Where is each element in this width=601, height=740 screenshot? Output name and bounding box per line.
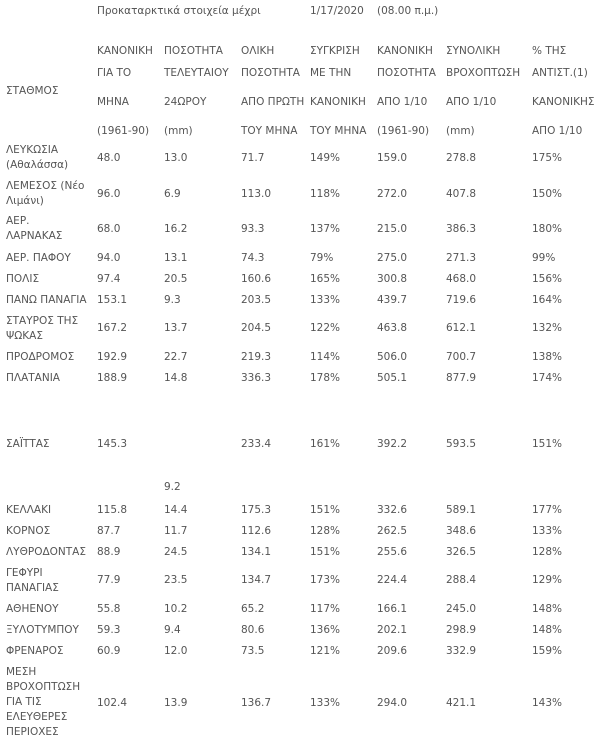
table-cell: 14.8 <box>164 372 188 384</box>
table-cell: 421.1 <box>446 697 477 709</box>
table-cell: 55.8 <box>97 603 121 615</box>
table-cell: 439.7 <box>377 294 408 306</box>
station-header: ΣΤΑΘΜΟΣ <box>6 85 59 97</box>
table-cell: 9.4 <box>164 624 181 636</box>
column-header-line: ΠΟΣΟΤΗΤΑ <box>241 67 300 79</box>
table-cell: 159.0 <box>377 152 408 164</box>
table-cell: 204.5 <box>241 322 272 334</box>
station-name: ΕΛΕΥΘΕΡΕΣ <box>6 711 68 723</box>
table-cell: 128% <box>310 525 341 537</box>
table-cell: 102.4 <box>97 697 128 709</box>
station-name: ΣΑΪΤΤΑΣ <box>6 438 50 450</box>
table-cell: 114% <box>310 351 341 363</box>
table-cell: 294.0 <box>377 697 408 709</box>
table-cell: 255.6 <box>377 546 408 558</box>
table-cell: 275.0 <box>377 252 408 264</box>
table-cell: 161% <box>310 438 341 450</box>
table-cell: 173% <box>310 574 341 586</box>
table-cell: 59.3 <box>97 624 121 636</box>
table-cell: 262.5 <box>377 525 408 537</box>
column-header-line: ΣΥΝΟΛΙΚΗ <box>446 45 501 57</box>
table-cell: 468.0 <box>446 273 477 285</box>
station-name: ΛΥΘΡΟΔΟΝΤΑΣ <box>6 546 86 558</box>
table-cell: 121% <box>310 645 341 657</box>
column-header-line: ΠΟΣΟΤΗΤΑ <box>164 45 223 57</box>
table-cell: 71.7 <box>241 152 265 164</box>
table-cell: 118% <box>310 188 341 200</box>
station-name: ΜΕΣΗ <box>6 666 37 678</box>
title-time: (08.00 π.μ.) <box>377 5 439 17</box>
table-cell: 332.9 <box>446 645 477 657</box>
station-name: ΨΩΚΑΣ <box>6 330 43 342</box>
table-cell: 9.3 <box>164 294 181 306</box>
table-cell: 99% <box>532 252 556 264</box>
table-cell: 14.4 <box>164 504 188 516</box>
table-cell: 271.3 <box>446 252 477 264</box>
table-cell: 10.2 <box>164 603 188 615</box>
table-cell: 60.9 <box>97 645 121 657</box>
station-name: ΠΡΟΔΡΟΜΟΣ <box>6 351 75 363</box>
table-cell: 215.0 <box>377 223 408 235</box>
station-name: ΠΛΑΤΑΝΙΑ <box>6 372 60 384</box>
column-header-line: ΚΑΝΟΝΙΚΗΣ <box>532 96 595 108</box>
table-cell: 175.3 <box>241 504 272 516</box>
table-cell: 386.3 <box>446 223 477 235</box>
table-cell: 65.2 <box>241 603 265 615</box>
column-header-line: ΜΗΝΑ <box>97 96 129 108</box>
column-header-line: 24ΩΡΟΥ <box>164 96 207 108</box>
table-cell: 224.4 <box>377 574 408 586</box>
table-cell: 128% <box>532 546 563 558</box>
table-cell: 13.1 <box>164 252 188 264</box>
column-header-line: ΤΟΥ ΜΗΝΑ <box>241 125 298 137</box>
table-cell: 12.0 <box>164 645 188 657</box>
station-name: ΦΡΕΝΑΡΟΣ <box>6 645 64 657</box>
table-cell: 48.0 <box>97 152 121 164</box>
table-cell: 612.1 <box>446 322 477 334</box>
table-cell: 23.5 <box>164 574 188 586</box>
table-cell: 177% <box>532 504 563 516</box>
table-cell: 326.5 <box>446 546 477 558</box>
table-cell: 13.0 <box>164 152 188 164</box>
table-cell: 175% <box>532 152 563 164</box>
station-name: (Αθαλάσσα) <box>6 159 69 171</box>
table-cell: 133% <box>310 294 341 306</box>
table-cell: 77.9 <box>97 574 121 586</box>
table-cell: 151% <box>532 438 563 450</box>
column-header-line: ΑΝΤΙΣΤ.(1) <box>532 67 588 79</box>
column-header-line: ΟΛΙΚΗ <box>241 45 275 57</box>
station-name: ΠΕΡΙΟΧΕΣ <box>6 726 59 738</box>
station-name: ΞΥΛΟΤΥΜΠΟΥ <box>6 624 79 636</box>
table-cell: 79% <box>310 252 334 264</box>
table-cell: 145.3 <box>97 438 128 450</box>
table-cell: 93.3 <box>241 223 265 235</box>
column-header-line: ΓΙΑ ΤΟ <box>97 67 132 79</box>
column-header-line: ΣΥΓΚΡΙΣΗ <box>310 45 360 57</box>
table-cell: 6.9 <box>164 188 181 200</box>
table-cell: 115.8 <box>97 504 128 516</box>
table-cell: 88.9 <box>97 546 121 558</box>
table-cell: 719.6 <box>446 294 477 306</box>
station-name: ΛΑΡΝΑΚΑΣ <box>6 230 63 242</box>
table-cell: 589.1 <box>446 504 477 516</box>
station-name: ΛΕΜΕΣΟΣ (Νέο <box>6 180 85 192</box>
table-cell: 164% <box>532 294 563 306</box>
column-header-line: ΚΑΝΟΝΙΚΗ <box>97 45 153 57</box>
station-name: ΠΑΝΩ ΠΑΝΑΓΙΑ <box>6 294 87 306</box>
column-header-line: ΑΠΟ 1/10 <box>377 96 428 108</box>
table-cell: 174% <box>532 372 563 384</box>
station-name: ΑΕΡ. <box>6 215 30 227</box>
table-cell: 68.0 <box>97 223 121 235</box>
table-cell: 192.9 <box>97 351 128 363</box>
column-header-line: ΚΑΝΟΝΙΚΗ <box>310 96 366 108</box>
table-cell: 463.8 <box>377 322 408 334</box>
table-cell: 22.7 <box>164 351 188 363</box>
table-cell: 20.5 <box>164 273 188 285</box>
table-cell: 392.2 <box>377 438 408 450</box>
column-header-line: ΠΟΣΟΤΗΤΑ <box>377 67 436 79</box>
table-cell: 272.0 <box>377 188 408 200</box>
table-cell: 112.6 <box>241 525 272 537</box>
table-cell: 348.6 <box>446 525 477 537</box>
table-cell: 148% <box>532 603 563 615</box>
column-header-line: ΜΕ ΤΗΝ <box>310 67 352 79</box>
station-name: ΚΕΛΛΑΚΙ <box>6 504 52 516</box>
table-cell: 506.0 <box>377 351 408 363</box>
column-header-line: ΑΠΟ ΠΡΩΤΗ <box>241 96 305 108</box>
table-cell: 117% <box>310 603 341 615</box>
table-cell: 166.1 <box>377 603 408 615</box>
table-cell: 505.1 <box>377 372 408 384</box>
table-cell: 233.4 <box>241 438 272 450</box>
column-header-line: ΒΡΟΧΟΠΤΩΣΗ <box>446 67 521 79</box>
table-cell: 288.4 <box>446 574 477 586</box>
table-cell: 188.9 <box>97 372 128 384</box>
table-cell: 133% <box>532 525 563 537</box>
table-cell: 13.7 <box>164 322 188 334</box>
column-header-line: (mm) <box>446 125 475 137</box>
table-cell: 138% <box>532 351 563 363</box>
table-cell: 150% <box>532 188 563 200</box>
table-cell: 134.1 <box>241 546 272 558</box>
table-cell: 133% <box>310 697 341 709</box>
table-cell: 165% <box>310 273 341 285</box>
column-header-line: (1961-90) <box>377 125 430 137</box>
station-name: ΑΘΗΕΝΟΥ <box>6 603 59 615</box>
table-cell: 137% <box>310 223 341 235</box>
table-cell: 209.6 <box>377 645 408 657</box>
station-name: ΓΙΑ ΤΙΣ <box>6 696 42 708</box>
table-cell: 153.1 <box>97 294 128 306</box>
table-cell: 136% <box>310 624 341 636</box>
table-cell: 87.7 <box>97 525 121 537</box>
table-cell: 332.6 <box>377 504 408 516</box>
station-name: ΒΡΟΧΟΠΤΩΣΗ <box>6 681 81 693</box>
table-cell: 700.7 <box>446 351 477 363</box>
table-cell: 74.3 <box>241 252 265 264</box>
column-header-line: ΤΕΛΕΥΤΑΙΟΥ <box>164 67 229 79</box>
table-cell: 129% <box>532 574 563 586</box>
station-name: ΠΟΛΙΣ <box>6 273 40 285</box>
column-header-line: (mm) <box>164 125 193 137</box>
column-header-line: (1961-90) <box>97 125 150 137</box>
column-header-line: ΑΠΟ 1/10 <box>446 96 497 108</box>
title-date: 1/17/2020 <box>310 5 364 17</box>
table-cell: 180% <box>532 223 563 235</box>
table-cell: 11.7 <box>164 525 188 537</box>
table-cell: 245.0 <box>446 603 477 615</box>
station-name: ΚΟΡΝΟΣ <box>6 525 51 537</box>
table-cell: 407.8 <box>446 188 477 200</box>
station-name: ΠΑΝΑΓΙΑΣ <box>6 582 59 594</box>
table-cell: 136.7 <box>241 697 272 709</box>
table-cell: 122% <box>310 322 341 334</box>
table-cell: 278.8 <box>446 152 477 164</box>
column-header-line: ΑΠΟ 1/10 <box>532 125 583 137</box>
table-cell: 593.5 <box>446 438 477 450</box>
table-cell: 80.6 <box>241 624 265 636</box>
station-name: Λιμάνι) <box>6 195 44 207</box>
table-cell: 96.0 <box>97 188 121 200</box>
column-header-line: % ΤΗΣ <box>532 45 567 57</box>
table-cell: 298.9 <box>446 624 477 636</box>
table-cell: 151% <box>310 504 341 516</box>
table-cell: 203.5 <box>241 294 272 306</box>
table-cell: 151% <box>310 546 341 558</box>
table-cell: 13.9 <box>164 697 188 709</box>
table-cell: 113.0 <box>241 188 272 200</box>
station-name: ΣΤΑΥΡΟΣ ΤΗΣ <box>6 315 79 327</box>
title-label: Προκαταρκτικά στοιχεία μέχρι <box>97 5 261 17</box>
table-cell: 94.0 <box>97 252 121 264</box>
table-cell: 202.1 <box>377 624 408 636</box>
table-cell: 16.2 <box>164 223 188 235</box>
table-cell: 159% <box>532 645 563 657</box>
table-cell: 336.3 <box>241 372 272 384</box>
station-name: ΓΕΦΥΡΙ <box>6 567 43 579</box>
table-cell: 160.6 <box>241 273 272 285</box>
table-cell: 143% <box>532 697 563 709</box>
column-header-line: ΚΑΝΟΝΙΚΗ <box>377 45 433 57</box>
table-cell: 300.8 <box>377 273 408 285</box>
table-cell: 97.4 <box>97 273 121 285</box>
table-cell: 24.5 <box>164 546 188 558</box>
table-cell: 132% <box>532 322 563 334</box>
table-cell: 73.5 <box>241 645 265 657</box>
station-name: ΛΕΥΚΩΣΙΑ <box>6 144 59 156</box>
table-cell: 134.7 <box>241 574 272 586</box>
table-cell: 877.9 <box>446 372 477 384</box>
table-cell: 9.2 <box>164 481 181 493</box>
table-cell: 148% <box>532 624 563 636</box>
table-cell: 156% <box>532 273 563 285</box>
table-cell: 167.2 <box>97 322 128 334</box>
table-cell: 219.3 <box>241 351 272 363</box>
table-cell: 178% <box>310 372 341 384</box>
column-header-line: ΤΟΥ ΜΗΝΑ <box>310 125 367 137</box>
station-name: ΑΕΡ. ΠΑΦΟΥ <box>6 252 71 264</box>
table-cell: 149% <box>310 152 341 164</box>
